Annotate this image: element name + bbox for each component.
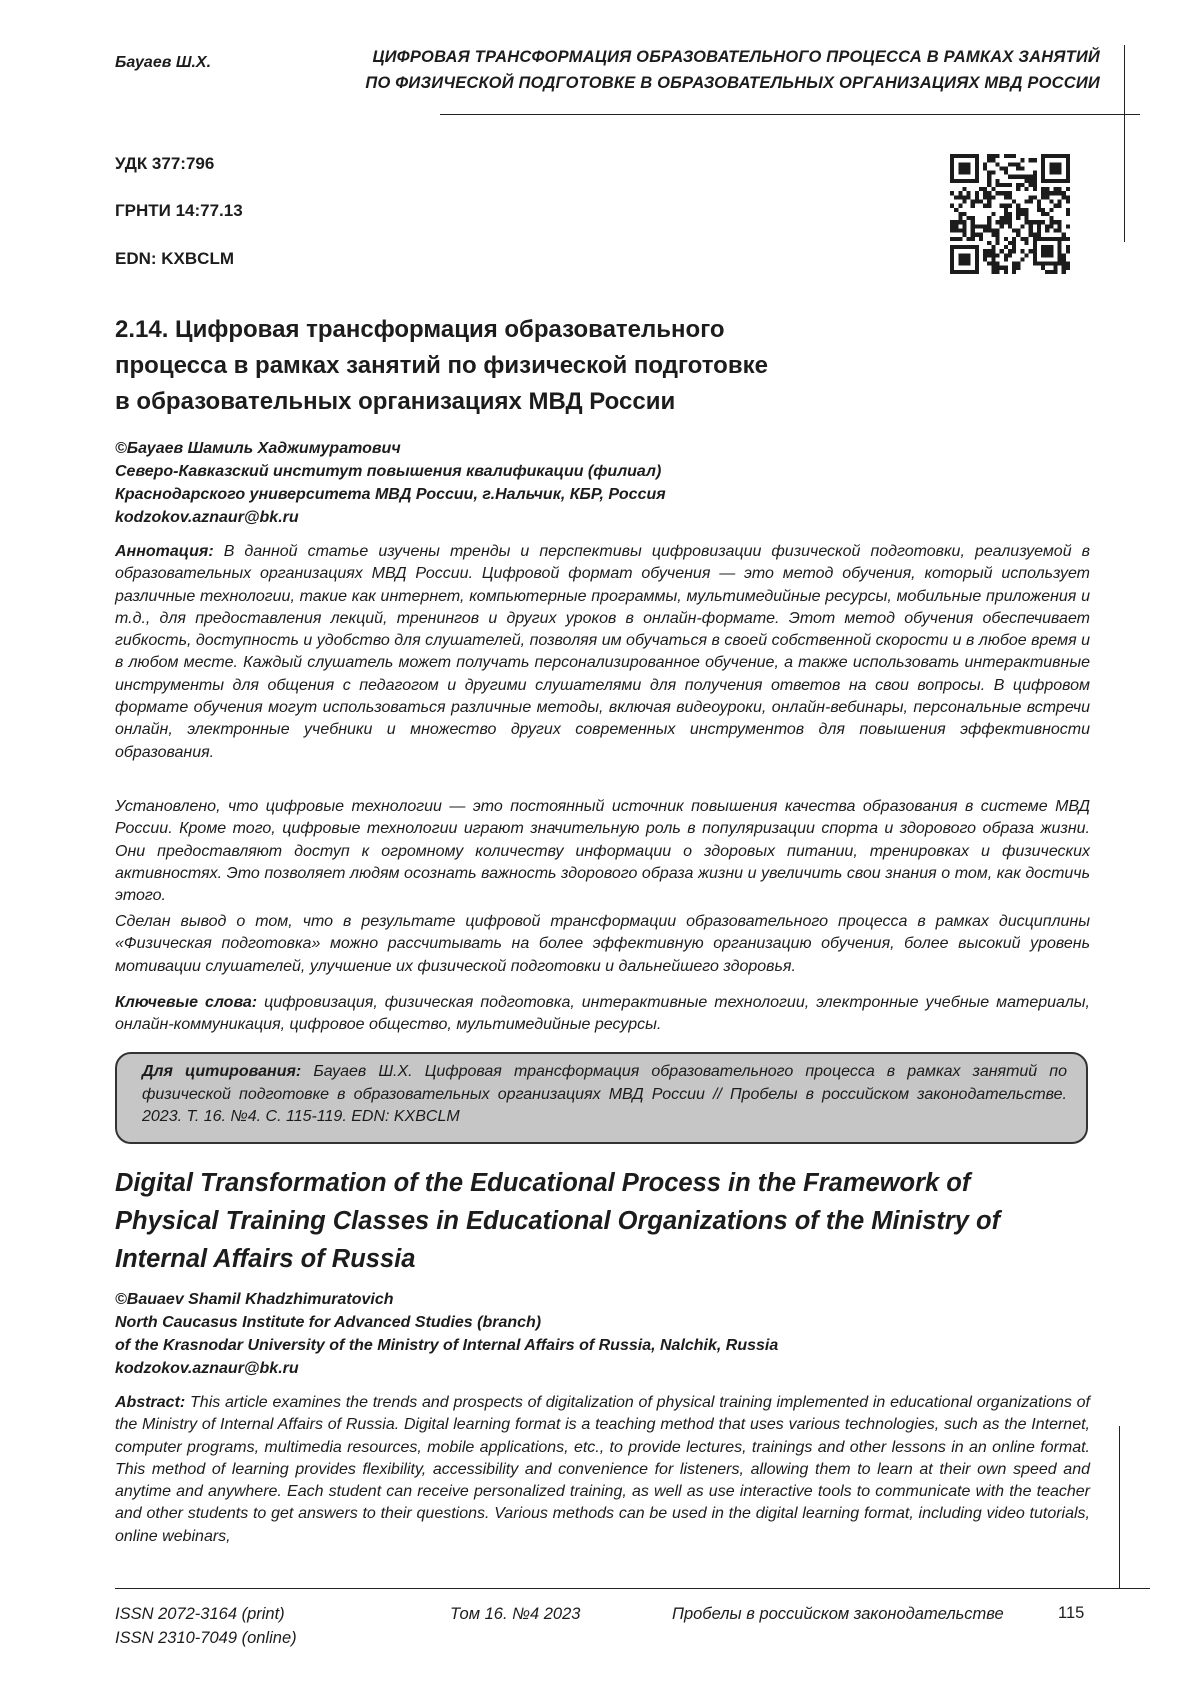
article-title-en-line-2: Physical Training Classes in Educational Organizations of the Ministry of [115, 1202, 1105, 1240]
article-title-ru-line-3: в образовательных организациях МВД России [115, 384, 875, 420]
abstract-text-ru: В данной статье изучены тренды и перспективы цифровизации физической подготовки, реализуемой в образовательных организациях МВД России. Цифровой формат обучения — это метод обучения, который использует различные технологии, такие как интернет, компьютерные программы, мультимедийные ресурсы, мобильные приложения и т.д., для предоставления лекций, тренингов и других уроков в онлайн-формате. Этот метод обучения обеспечивает гибкость, доступность и удобство для слушателей, позволяя им обучаться в своей собственной скорости и в любое время и в любом месте. Каждый слушатель может получать персонализированное обучение, а также использовать интерактивные инструменты для общения с педагогом и другими слушателями для получения ответов на свои вопросы. В цифровом формате обучения могут использоваться различные методы, включая видеоуроки, онлайн-вебинары, персональные встречи онлайн, электронные учебники и множество других современных инструментов для повышения эффективности образования. [115, 543, 1090, 761]
abstract-en [115, 1392, 1090, 1548]
qr-code-icon[interactable] [950, 154, 1070, 274]
author-name-ru: ©Бауаев Шамиль Хаджимуратович [115, 437, 666, 460]
footer-issn [115, 1602, 297, 1650]
footer-divider [115, 1588, 1150, 1589]
affiliation-en-line-1: North Caucasus Institute for Advanced Studies (branch) [115, 1311, 778, 1334]
edn-code: EDN: KXBCLM [115, 249, 234, 269]
keywords-text-ru: цифровизация, физическая подготовка, интерактивные технологии, электронные учебные материалы, онлайн-коммуникация, цифровое общество, мультимедийные ресурсы. [115, 994, 1090, 1033]
citation-text [142, 1061, 1067, 1129]
article-title-ru-line-2: процесса в рамках занятий по физической подготовке [115, 348, 875, 384]
header-vertical-rule [1124, 45, 1125, 242]
grnti-code: ГРНТИ 14:77.13 [115, 201, 243, 221]
abstract-label-en: Abstract: [115, 1394, 185, 1411]
abstract-ru-paragraph-3: Сделан вывод о том, что в результате цифровой трансформации образовательного процесса в рамках дисциплины «Физическая подготовка» можно рассчитывать на более эффективную организацию обучения, более высокий уровень мотивации слушателей, улучшение их физической подготовки и дальнейшего здоровья. [115, 911, 1090, 978]
issn-online: ISSN 2310-7049 (online) [115, 1626, 297, 1650]
udk-code: УДК 377:796 [115, 154, 214, 174]
article-title-en [115, 1164, 1105, 1278]
article-title-ru-line-1: 2.14. Цифровая трансформация образовательного [115, 312, 875, 348]
footer-vertical-rule [1119, 1426, 1120, 1589]
author-email-en[interactable]: kodzokov.aznaur@bk.ru [115, 1357, 778, 1380]
footer-journal-name: Пробелы в российском законодательстве [672, 1602, 1004, 1626]
author-block-en [115, 1288, 778, 1380]
author-email-ru[interactable]: kodzokov.aznaur@bk.ru [115, 506, 666, 529]
page-number: 115 [1058, 1604, 1084, 1623]
affiliation-ru-line-2: Краснодарского университета МВД России, г.Нальчик, КБР, Россия [115, 483, 666, 506]
affiliation-ru-line-1: Северо-Кавказский институт повышения квалификации (филиал) [115, 460, 666, 483]
abstract-text-en: This article examines the trends and prospects of digitalization of physical training implemented in educational organizations of the Ministry of Internal Affairs of Russia. Digital learning format is a teaching method that uses various technologies, such as the Internet, computer programs, multimedia resources, mobile applications, etc., to provide lectures, trainings and other lessons in an online format. This method of learning provides flexibility, accessibility and convenience for listeners, allowing them to learn at their own speed and anytime and anywhere. Each student can receive personalized training, as well as use interactive tools to communicate with the teacher and other students to get answers to their questions. Various methods can be used in the digital learning format, including video tutorials, online webinars, [115, 1394, 1090, 1545]
keywords-label-ru: Ключевые слова: [115, 994, 257, 1011]
article-title-en-line-1: Digital Transformation of the Educational Process in the Framework of [115, 1164, 1105, 1202]
header-divider [440, 114, 1140, 115]
abstract-ru [115, 541, 1090, 764]
author-block-ru [115, 437, 666, 529]
abstract-ru-paragraph-2: Установлено, что цифровые технологии — это постоянный источник повышения качества образования в системе МВД России. Кроме того, цифровые технологии играют значительную роль в популяризации спорта и здорового образа жизни. Они предоставляют доступ к огромному количеству информации о здоровых питании, тренировках и физических активностях. Это позволяет людям осознать важность здорового образа жизни и увеличить свои знания о том, как достичь этого. [115, 796, 1090, 907]
article-title-en-line-3: Internal Affairs of Russia [115, 1240, 1105, 1278]
abstract-label-ru: Аннотация: [115, 543, 214, 560]
citation-body: Бауаев Ш.Х. Цифровая трансформация образовательного процесса в рамках занятий по физической подготовке в образовательных организациях МВД России // Пробелы в российском законодательстве. 2023. Т. 16. №4. С. 115-119. EDN: KXBCLM [142, 1063, 1067, 1125]
keywords-ru [115, 992, 1090, 1037]
running-header-title-line-1: ЦИФРОВАЯ ТРАНСФОРМАЦИЯ ОБРАЗОВАТЕЛЬНОГО ПРОЦЕССА В РАМКАХ ЗАНЯТИЙ [300, 44, 1100, 70]
running-header-title [300, 44, 1100, 96]
footer-volume: Том 16. №4 2023 [450, 1602, 580, 1626]
affiliation-en-line-2: of the Krasnodar University of the Ministry of Internal Affairs of Russia, Nalchik, Russia [115, 1334, 778, 1357]
article-title-ru [115, 312, 875, 420]
citation-label: Для цитирования: [142, 1063, 301, 1080]
issn-print: ISSN 2072-3164 (print) [115, 1602, 297, 1626]
running-header-author: Бауаев Ш.Х. [115, 54, 211, 72]
author-name-en: ©Bauaev Shamil Khadzhimuratovich [115, 1288, 778, 1311]
running-header-title-line-2: ПО ФИЗИЧЕСКОЙ ПОДГОТОВКЕ В ОБРАЗОВАТЕЛЬНЫХ ОРГАНИЗАЦИЯХ МВД РОССИИ [300, 70, 1100, 96]
